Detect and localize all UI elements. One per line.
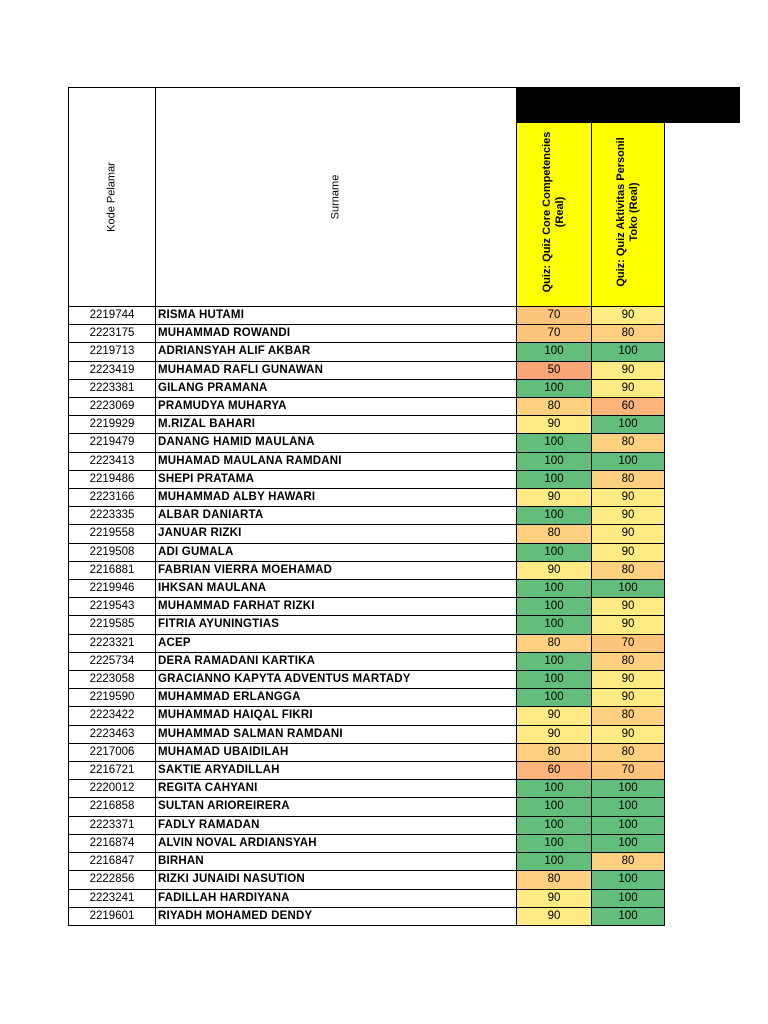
table-row	[69, 652, 665, 670]
table-row	[69, 434, 665, 452]
quiz-aktivitas-score-cell[interactable]: 90	[592, 507, 665, 525]
table-row	[69, 762, 665, 780]
quiz-core-score-cell[interactable]: 70	[517, 307, 592, 325]
table-row	[69, 816, 665, 834]
surname-cell[interactable]: REGITA CAHYANI	[156, 780, 517, 798]
quiz-core-score-cell[interactable]: 90	[517, 489, 592, 507]
surname-cell[interactable]: MUHAMMAD SALMAN RAMDANI	[156, 725, 517, 743]
quiz-core-score-cell[interactable]: 100	[517, 834, 592, 852]
kode-pelamar-cell[interactable]: 2219558	[69, 525, 156, 543]
kode-pelamar-cell[interactable]: 2219543	[69, 598, 156, 616]
kode-pelamar-cell[interactable]: 2223335	[69, 507, 156, 525]
table-row	[69, 507, 665, 525]
table-row	[69, 580, 665, 598]
table-row	[69, 470, 665, 488]
header-kode-pelamar[interactable]	[69, 88, 156, 307]
surname-cell[interactable]: ALVIN NOVAL ARDIANSYAH	[156, 834, 517, 852]
quiz-aktivitas-score-cell[interactable]: 100	[592, 798, 665, 816]
quiz-core-score-cell[interactable]: 100	[517, 853, 592, 871]
header-quiz1-line2: (Real)	[554, 196, 566, 228]
quiz-aktivitas-score-cell[interactable]: 90	[592, 525, 665, 543]
kode-pelamar-cell[interactable]: 2219486	[69, 470, 156, 488]
quiz-core-score-cell[interactable]: 90	[517, 561, 592, 579]
table-row	[69, 634, 665, 652]
table-row	[69, 798, 665, 816]
table-row	[69, 361, 665, 379]
quiz-core-score-cell[interactable]: 90	[517, 416, 592, 434]
quiz-aktivitas-score-cell[interactable]: 100	[592, 871, 665, 889]
kode-pelamar-cell[interactable]: 2216847	[69, 853, 156, 871]
surname-cell[interactable]: GRACIANNO KAPYTA ADVENTUS MARTADY	[156, 671, 517, 689]
quiz-core-score-cell[interactable]: 100	[517, 580, 592, 598]
quiz-core-score-cell[interactable]: 80	[517, 634, 592, 652]
kode-pelamar-cell[interactable]: 2223371	[69, 816, 156, 834]
table-row	[69, 398, 665, 416]
surname-cell[interactable]: RISMA HUTAMI	[156, 307, 517, 325]
surname-cell[interactable]: DANANG HAMID MAULANA	[156, 434, 517, 452]
quiz-core-score-cell[interactable]: 100	[517, 379, 592, 397]
quiz-core-score-cell[interactable]: 60	[517, 762, 592, 780]
quiz-aktivitas-score-cell[interactable]: 100	[592, 889, 665, 907]
kode-pelamar-cell[interactable]: 2216721	[69, 762, 156, 780]
quiz-aktivitas-score-cell[interactable]: 80	[592, 707, 665, 725]
kode-pelamar-cell[interactable]: 2223413	[69, 452, 156, 470]
kode-pelamar-cell[interactable]: 2219946	[69, 580, 156, 598]
quiz-aktivitas-score-cell[interactable]: 90	[592, 379, 665, 397]
kode-pelamar-cell[interactable]: 2219744	[69, 307, 156, 325]
table-row	[69, 452, 665, 470]
kode-pelamar-cell[interactable]: 2219479	[69, 434, 156, 452]
surname-cell[interactable]: SAKTIE ARYADILLAH	[156, 762, 517, 780]
table-row	[69, 780, 665, 798]
surname-cell[interactable]: MUHAMMAD FARHAT RIZKI	[156, 598, 517, 616]
table-row	[69, 889, 665, 907]
quiz-core-score-cell[interactable]: 100	[517, 470, 592, 488]
header-quiz-core-competencies[interactable]	[517, 88, 592, 307]
applicant-score-table	[68, 87, 665, 926]
quiz-aktivitas-score-cell[interactable]: 80	[592, 470, 665, 488]
table-row	[69, 853, 665, 871]
quiz-core-score-cell[interactable]: 80	[517, 871, 592, 889]
surname-cell[interactable]: PRAMUDYA MUHARYA	[156, 398, 517, 416]
quiz-aktivitas-score-cell[interactable]: 100	[592, 580, 665, 598]
table-row	[69, 907, 665, 925]
quiz-core-score-cell[interactable]: 100	[517, 598, 592, 616]
quiz-aktivitas-score-cell[interactable]: 80	[592, 652, 665, 670]
quiz-aktivitas-score-cell[interactable]: 100	[592, 780, 665, 798]
table-row	[69, 743, 665, 761]
kode-pelamar-cell[interactable]: 2223175	[69, 325, 156, 343]
quiz-core-score-cell[interactable]: 100	[517, 671, 592, 689]
kode-pelamar-cell[interactable]: 2223241	[69, 889, 156, 907]
table-row	[69, 598, 665, 616]
quiz-core-score-cell[interactable]: 80	[517, 743, 592, 761]
table-row	[69, 525, 665, 543]
quiz-aktivitas-score-cell[interactable]: 90	[592, 616, 665, 634]
table-row	[69, 725, 665, 743]
surname-cell[interactable]: ALBAR DANIARTA	[156, 507, 517, 525]
table-row	[69, 707, 665, 725]
kode-pelamar-cell[interactable]: 2223463	[69, 725, 156, 743]
quiz-aktivitas-score-cell[interactable]: 80	[592, 561, 665, 579]
header-black-band	[592, 88, 665, 124]
surname-cell[interactable]: FADLY RAMADAN	[156, 816, 517, 834]
header-quiz2-label	[615, 138, 641, 287]
quiz-aktivitas-score-cell[interactable]: 100	[592, 416, 665, 434]
quiz-core-score-cell[interactable]: 70	[517, 325, 592, 343]
kode-pelamar-cell[interactable]: 2219590	[69, 689, 156, 707]
kode-pelamar-cell[interactable]: 2219508	[69, 543, 156, 561]
kode-pelamar-cell[interactable]: 2219713	[69, 343, 156, 361]
kode-pelamar-cell[interactable]: 2223058	[69, 671, 156, 689]
quiz-aktivitas-score-cell[interactable]: 80	[592, 743, 665, 761]
quiz-core-score-cell[interactable]: 100	[517, 780, 592, 798]
header-black-band	[517, 88, 592, 124]
surname-cell[interactable]: DERA RAMADANI KARTIKA	[156, 652, 517, 670]
quiz-aktivitas-score-cell[interactable]: 100	[592, 343, 665, 361]
quiz-core-score-cell[interactable]: 100	[517, 507, 592, 525]
quiz-core-score-cell[interactable]: 100	[517, 689, 592, 707]
table-row	[69, 307, 665, 325]
surname-cell[interactable]: RIYADH MOHAMED DENDY	[156, 907, 517, 925]
quiz-aktivitas-score-cell[interactable]: 60	[592, 398, 665, 416]
header-surname[interactable]	[156, 88, 517, 307]
quiz-aktivitas-score-cell[interactable]: 90	[592, 689, 665, 707]
surname-cell[interactable]: MUHAMMAD HAIQAL FIKRI	[156, 707, 517, 725]
surname-cell[interactable]: FITRIA AYUNINGTIAS	[156, 616, 517, 634]
kode-pelamar-cell[interactable]: 2223166	[69, 489, 156, 507]
quiz-aktivitas-score-cell[interactable]: 80	[592, 325, 665, 343]
kode-pelamar-cell[interactable]: 2216858	[69, 798, 156, 816]
table-row	[69, 489, 665, 507]
kode-pelamar-cell[interactable]: 2223381	[69, 379, 156, 397]
quiz-aktivitas-score-cell[interactable]: 90	[592, 725, 665, 743]
table-row	[69, 343, 665, 361]
table-row	[69, 834, 665, 852]
quiz-core-score-cell[interactable]: 100	[517, 616, 592, 634]
table-body	[69, 307, 665, 926]
quiz-aktivitas-score-cell[interactable]: 70	[592, 762, 665, 780]
surname-cell[interactable]: JANUAR RIZKI	[156, 525, 517, 543]
quiz-core-score-cell[interactable]: 100	[517, 652, 592, 670]
surname-cell[interactable]: ADI GUMALA	[156, 543, 517, 561]
kode-pelamar-cell[interactable]: 2216881	[69, 561, 156, 579]
table-row	[69, 689, 665, 707]
quiz-aktivitas-score-cell[interactable]: 90	[592, 307, 665, 325]
table-row	[69, 671, 665, 689]
quiz-core-score-cell[interactable]: 80	[517, 525, 592, 543]
quiz-aktivitas-score-cell[interactable]: 90	[592, 543, 665, 561]
surname-cell[interactable]: SULTAN ARIOREIRERA	[156, 798, 517, 816]
quiz-aktivitas-score-cell[interactable]: 90	[592, 598, 665, 616]
surname-cell[interactable]: RIZKI JUNAIDI NASUTION	[156, 871, 517, 889]
quiz-aktivitas-score-cell[interactable]: 90	[592, 671, 665, 689]
kode-pelamar-cell[interactable]: 2219585	[69, 616, 156, 634]
surname-cell[interactable]: IHKSAN MAULANA	[156, 580, 517, 598]
table-row	[69, 543, 665, 561]
kode-pelamar-cell[interactable]: 2223422	[69, 707, 156, 725]
header-quiz1-line1: Quiz: Quiz Core Competencies	[541, 131, 553, 293]
quiz-aktivitas-score-cell[interactable]: 90	[592, 489, 665, 507]
table-row	[69, 561, 665, 579]
table-row	[69, 325, 665, 343]
quiz-core-score-cell[interactable]: 100	[517, 452, 592, 470]
quiz-core-score-cell[interactable]: 100	[517, 343, 592, 361]
header-quiz2-line1: Quiz: Quiz Aktivitas Personil	[615, 137, 627, 287]
quiz-core-score-cell[interactable]: 100	[517, 798, 592, 816]
kode-pelamar-cell[interactable]: 2216874	[69, 834, 156, 852]
header-surname-label: Surname	[329, 174, 342, 220]
surname-cell[interactable]: MUHAMAD UBAIDILAH	[156, 743, 517, 761]
kode-pelamar-cell[interactable]: 2223419	[69, 361, 156, 379]
kode-pelamar-cell[interactable]: 2225734	[69, 652, 156, 670]
quiz-aktivitas-score-cell[interactable]: 100	[592, 452, 665, 470]
quiz-core-score-cell[interactable]: 50	[517, 361, 592, 379]
kode-pelamar-cell[interactable]: 2223321	[69, 634, 156, 652]
quiz-aktivitas-score-cell[interactable]: 90	[592, 361, 665, 379]
kode-pelamar-cell[interactable]: 2222856	[69, 871, 156, 889]
surname-cell[interactable]: MUHAMAD RAFLI GUNAWAN	[156, 361, 517, 379]
table-row	[69, 416, 665, 434]
surname-cell[interactable]: MUHAMMAD ERLANGGA	[156, 689, 517, 707]
quiz-core-score-cell[interactable]: 100	[517, 434, 592, 452]
quiz-core-score-cell[interactable]: 90	[517, 907, 592, 925]
quiz-aktivitas-score-cell[interactable]: 100	[592, 907, 665, 925]
header-quiz2-line2: Toko (Real)	[628, 182, 640, 242]
surname-cell[interactable]: ADRIANSYAH ALIF AKBAR	[156, 343, 517, 361]
quiz-core-score-cell[interactable]: 100	[517, 543, 592, 561]
surname-cell[interactable]: GILANG PRAMANA	[156, 379, 517, 397]
surname-cell[interactable]: MUHAMMAD ROWANDI	[156, 325, 517, 343]
header-black-band-extension	[664, 87, 740, 123]
header-row	[69, 88, 665, 307]
quiz-aktivitas-score-cell[interactable]: 70	[592, 634, 665, 652]
surname-cell[interactable]: FADILLAH HARDIYANA	[156, 889, 517, 907]
quiz-core-score-cell[interactable]: 90	[517, 889, 592, 907]
kode-pelamar-cell[interactable]: 2223069	[69, 398, 156, 416]
surname-cell[interactable]: ACEP	[156, 634, 517, 652]
quiz-aktivitas-score-cell[interactable]: 100	[592, 816, 665, 834]
quiz-aktivitas-score-cell[interactable]: 80	[592, 434, 665, 452]
header-kode-label: Kode Pelamar	[105, 162, 118, 232]
quiz-core-score-cell[interactable]: 90	[517, 707, 592, 725]
quiz-aktivitas-score-cell[interactable]: 100	[592, 834, 665, 852]
table-row	[69, 871, 665, 889]
kode-pelamar-cell[interactable]: 2219929	[69, 416, 156, 434]
quiz-aktivitas-score-cell[interactable]: 80	[592, 853, 665, 871]
kode-pelamar-cell[interactable]: 2217006	[69, 743, 156, 761]
surname-cell[interactable]: MUHAMAD MAULANA RAMDANI	[156, 452, 517, 470]
table-row	[69, 379, 665, 397]
kode-pelamar-cell[interactable]: 2219601	[69, 907, 156, 925]
surname-cell[interactable]: MUHAMMAD ALBY HAWARI	[156, 489, 517, 507]
kode-pelamar-cell[interactable]: 2220012	[69, 780, 156, 798]
surname-cell[interactable]: M.RIZAL BAHARI	[156, 416, 517, 434]
quiz-core-score-cell[interactable]: 100	[517, 816, 592, 834]
surname-cell[interactable]: FABRIAN VIERRA MOEHAMAD	[156, 561, 517, 579]
surname-cell[interactable]: SHEPI PRATAMA	[156, 470, 517, 488]
quiz-core-score-cell[interactable]: 80	[517, 398, 592, 416]
quiz-core-score-cell[interactable]: 90	[517, 725, 592, 743]
surname-cell[interactable]: BIRHAN	[156, 853, 517, 871]
table-row	[69, 616, 665, 634]
header-quiz1-label	[541, 132, 567, 293]
header-quiz-aktivitas-personil[interactable]	[592, 88, 665, 307]
